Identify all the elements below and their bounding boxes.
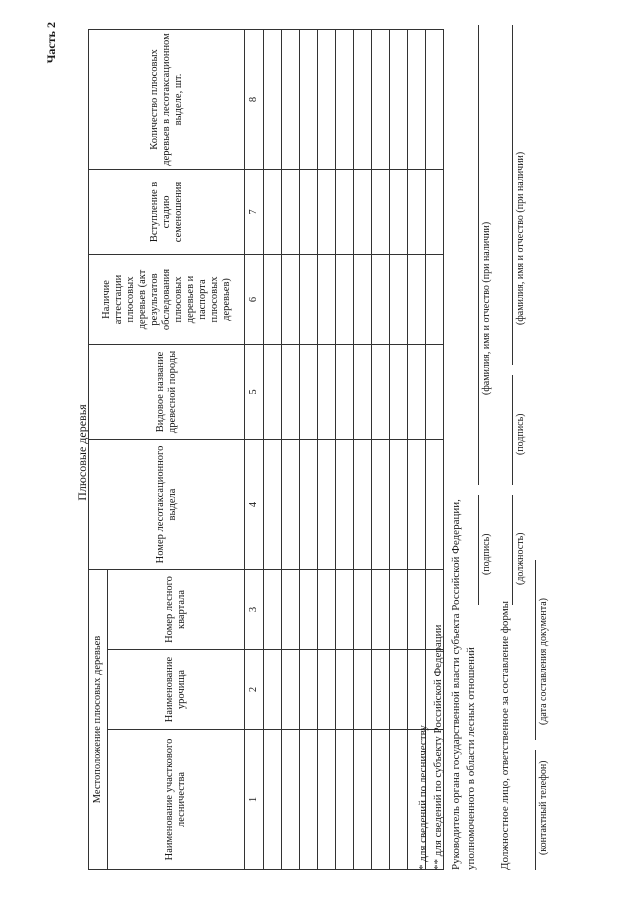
col-header-5: Видовое название древесной породы — [89, 344, 245, 439]
table-cell — [318, 650, 336, 730]
head-line-1: Руководитель органа государственной власти субъекта Российской Федерации, — [450, 499, 462, 870]
table-cell — [336, 439, 354, 569]
col-header-3: Номер лесного квартала — [108, 569, 245, 649]
table-cell — [426, 439, 444, 569]
table-cell — [300, 650, 318, 730]
table-cell — [354, 730, 372, 870]
footnote-1: * для сведений по лесничеству — [417, 725, 429, 870]
col-number: 2 — [245, 650, 264, 730]
header-group-row — [89, 29, 108, 869]
table-cell — [282, 730, 300, 870]
phone-line — [535, 750, 536, 870]
table-cell — [264, 569, 282, 649]
table-cell — [408, 29, 426, 169]
table-cell — [282, 169, 300, 254]
table-cell — [354, 344, 372, 439]
table-cell — [264, 254, 282, 344]
part-label: Часть 2 — [44, 22, 58, 64]
head-line-2: уполномоченного в области лесных отношений — [465, 647, 477, 870]
table-cell — [282, 344, 300, 439]
table-cell — [300, 569, 318, 649]
table-title: Плюсовые деревья — [75, 404, 89, 501]
caption-signature: (подпись) — [481, 533, 492, 575]
table-row — [318, 29, 336, 869]
table-cell — [264, 439, 282, 569]
table-cell — [264, 169, 282, 254]
table-cell — [354, 254, 372, 344]
fio-line-2 — [512, 25, 513, 365]
signature-line — [478, 495, 479, 605]
plus-trees-table — [88, 29, 444, 870]
col-number: 8 — [245, 29, 264, 169]
table-cell — [390, 169, 408, 254]
table-cell — [354, 569, 372, 649]
column-numbers-row — [245, 29, 264, 869]
col-header-4: Номер лесотаксационного выдела — [89, 439, 245, 569]
table-cell — [372, 730, 390, 870]
table-cell — [390, 730, 408, 870]
col-header-2: Наименование урочища — [108, 650, 245, 730]
table-cell — [354, 169, 372, 254]
table-cell — [318, 730, 336, 870]
table-cell — [336, 254, 354, 344]
table-cell — [372, 169, 390, 254]
col-number: 3 — [245, 569, 264, 649]
table-cell — [318, 29, 336, 169]
table-cell — [390, 439, 408, 569]
table-cell — [426, 344, 444, 439]
col-header-7: Вступление в стадию семеношения — [89, 169, 245, 254]
table-cell — [426, 169, 444, 254]
table-cell — [264, 29, 282, 169]
table-row — [300, 29, 318, 869]
signature-line-2 — [512, 375, 513, 485]
col-number: 6 — [245, 254, 264, 344]
col-number: 7 — [245, 169, 264, 254]
table-cell — [282, 29, 300, 169]
table-row — [354, 29, 372, 869]
table-cell — [390, 569, 408, 649]
table-row — [282, 29, 300, 869]
table-cell — [354, 29, 372, 169]
table-cell — [318, 569, 336, 649]
col-header-1: Наименование участкового лесничества — [108, 730, 245, 870]
table-cell — [318, 344, 336, 439]
col-header-6: Наличие аттестации плюсовых деревьев (акт результатов обследования плюсовых деревьев и паспорта плюсовых деревьев) — [89, 254, 245, 344]
table-cell — [336, 29, 354, 169]
caption-signature-2: (подпись) — [515, 413, 526, 455]
col-number: 4 — [245, 439, 264, 569]
table-cell — [372, 569, 390, 649]
table-cell — [318, 439, 336, 569]
table-cell — [300, 730, 318, 870]
table-cell — [372, 650, 390, 730]
fio-line — [478, 25, 479, 485]
caption-position: (должность) — [515, 532, 526, 585]
table-cell — [264, 650, 282, 730]
table-cell — [282, 650, 300, 730]
table-cell — [264, 344, 282, 439]
date-line — [535, 560, 536, 740]
caption-date: (дата составления документа) — [538, 598, 549, 725]
table-cell — [372, 29, 390, 169]
table-cell — [426, 254, 444, 344]
table-cell — [336, 169, 354, 254]
table-cell — [282, 569, 300, 649]
caption-phone: (контактный телефон) — [538, 760, 549, 855]
position-line — [512, 495, 513, 605]
location-group-header: Местоположение плюсовых деревьев — [89, 569, 108, 869]
table-row — [264, 29, 282, 869]
table-cell — [300, 439, 318, 569]
table-cell — [372, 439, 390, 569]
table-cell — [372, 344, 390, 439]
table-cell — [318, 169, 336, 254]
footnote-2: ** для сведений по субъекту Российской Федерации — [432, 624, 444, 870]
table-cell — [336, 344, 354, 439]
responsible-label: Должностное лицо, ответственное за составление формы — [499, 600, 511, 870]
table-cell — [408, 254, 426, 344]
table-cell — [264, 730, 282, 870]
table-cell — [408, 169, 426, 254]
table-cell — [336, 730, 354, 870]
table-cell — [390, 29, 408, 169]
table-cell — [318, 254, 336, 344]
table-row — [372, 29, 390, 869]
table-row — [336, 29, 354, 869]
table-cell — [390, 344, 408, 439]
table-cell — [300, 344, 318, 439]
table-cell — [408, 344, 426, 439]
caption-fio-2: (фамилия, имя и отчество (при наличии) — [515, 151, 526, 325]
table-cell — [372, 254, 390, 344]
table-cell — [336, 650, 354, 730]
table-cell — [390, 254, 408, 344]
caption-fio: (фамилия, имя и отчество (при наличии) — [481, 221, 492, 395]
table-row — [390, 29, 408, 869]
table-cell — [354, 650, 372, 730]
table-cell — [282, 254, 300, 344]
table-cell — [336, 569, 354, 649]
col-header-8: Количество плюсовых деревьев в лесотаксационном выделе, шт. — [89, 29, 245, 169]
table-cell — [300, 254, 318, 344]
table-cell — [408, 439, 426, 569]
table-cell — [390, 650, 408, 730]
col-number: 5 — [245, 344, 264, 439]
footnotes — [416, 625, 446, 870]
table-cell — [282, 439, 300, 569]
table-cell — [300, 29, 318, 169]
table-cell — [300, 169, 318, 254]
table-cell — [426, 29, 444, 169]
col-number: 1 — [245, 730, 264, 870]
table-cell — [354, 439, 372, 569]
